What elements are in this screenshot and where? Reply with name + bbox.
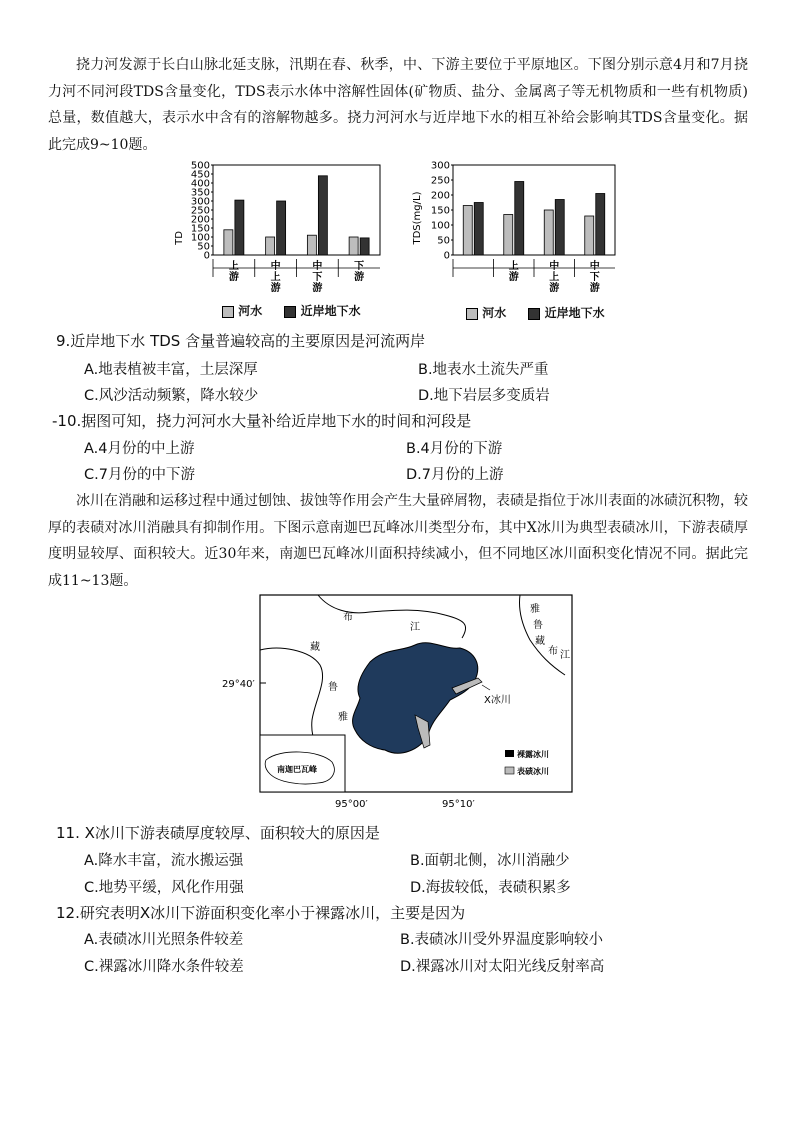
q10-option-b[interactable]: B.4月份的下游 xyxy=(406,441,503,457)
c2-category-label: 游 xyxy=(589,283,600,294)
c2-category-label: 下 xyxy=(589,272,600,283)
q11-option-a[interactable]: A.降水丰富，流水搬运强 xyxy=(84,853,244,869)
question-10-stem: -10.据图可知，挠力河河水大量补给近岸地下水的时间和河段是 xyxy=(52,412,472,430)
q9-option-d[interactable]: D.地下岩层多变质岩 xyxy=(418,388,550,404)
river-label-4: 鲁 xyxy=(328,682,338,693)
river-label-1: 布 xyxy=(343,612,353,623)
glacier-map xyxy=(220,590,580,810)
question-9-stem: 9.近岸地下水 TDS 含量普遍较高的主要原因是河流两岸 xyxy=(56,332,426,350)
c1-category-label: 下 xyxy=(312,272,323,283)
q12-option-d[interactable]: D.裸露冰川对太阳光线反射率高 xyxy=(400,959,605,975)
legend2-swatch-groundwater xyxy=(528,308,540,320)
c2-category-label: 上 xyxy=(508,261,519,272)
c2-category-label: 游 xyxy=(508,272,519,283)
legend-swatch-river xyxy=(222,306,234,318)
c1-bar-river xyxy=(349,237,358,255)
c1-category-label: 中 xyxy=(270,261,281,272)
c1-bar-groundwater xyxy=(235,200,244,255)
c1-ytick-label: 500 xyxy=(190,160,210,172)
river-r-label-1: 雅 xyxy=(530,604,540,615)
x-glacier-label: X冰川 xyxy=(484,695,511,706)
inset-map-frame xyxy=(260,735,345,792)
c1-ytick-label: 150 xyxy=(190,223,210,235)
legend2-groundwater-label: 近岸地下水 xyxy=(544,306,605,320)
q9-option-a[interactable]: A.地表植被丰富，土层深厚 xyxy=(84,362,258,378)
c2-bar-river xyxy=(504,215,513,256)
river-r-label-4: 布 xyxy=(548,646,558,657)
river-r-label-5: 江 xyxy=(560,650,570,661)
inset-label: 南迦巴瓦峰 xyxy=(277,765,317,774)
q11-option-c[interactable]: C.地势平缓，风化作用强 xyxy=(84,880,244,896)
tds-chart-july xyxy=(408,158,623,318)
c2-ytick-label: 250 xyxy=(430,175,450,187)
q10-option-d[interactable]: D.7月份的上游 xyxy=(406,467,504,483)
q10-option-a[interactable]: A.4月份的中上游 xyxy=(84,441,195,457)
longitude-label-1: 95°00′ xyxy=(335,799,368,810)
c1-ytick-label: 450 xyxy=(190,169,210,181)
c1-category-label: 中 xyxy=(312,261,323,272)
c1-category-label: 游 xyxy=(354,272,365,283)
river-label-5: 雅 xyxy=(338,712,348,723)
legend-debris-swatch xyxy=(505,767,514,774)
c2-ytick-label: 0 xyxy=(443,250,450,262)
c1-bar-river xyxy=(224,230,233,255)
legend-swatch-groundwater xyxy=(284,306,296,318)
q12-option-b[interactable]: B.表碛冰川受外界温度影响较小 xyxy=(400,932,604,948)
question-11-stem: 11. X冰川下游表碛厚度较厚、面积较大的原因是 xyxy=(56,824,380,842)
c1-ytick-label: 0 xyxy=(203,250,210,262)
c2-ytick-label: 50 xyxy=(437,235,450,247)
c2-category-label: 中 xyxy=(549,261,560,272)
c2-category-label: 上 xyxy=(549,272,560,283)
q9-option-c[interactable]: C.风沙活动频繁，降水较少 xyxy=(84,388,259,404)
q12-option-c[interactable]: C.裸露冰川降水条件较差 xyxy=(84,959,244,975)
c1-category-label: 上 xyxy=(270,272,281,283)
c2-ytick-label: 200 xyxy=(430,190,450,202)
c2-ytick-label: 150 xyxy=(430,205,450,217)
c1-ytick-label: 350 xyxy=(190,187,210,199)
latitude-label: 29°40′ xyxy=(222,679,255,690)
longitude-label-2: 95°10′ xyxy=(442,799,475,810)
q11-option-d[interactable]: D.海拔较低，表碛积累多 xyxy=(410,880,571,896)
c2-bar-groundwater xyxy=(596,194,605,256)
c1-category-label: 游 xyxy=(312,283,323,294)
c1-bar-groundwater xyxy=(360,238,369,255)
c2-ytick-label: 300 xyxy=(430,160,450,172)
c2-bar-river xyxy=(585,216,594,255)
chart1-ylabel: TD xyxy=(174,231,185,245)
q9-option-b[interactable]: B.地表水土流失严重 xyxy=(418,362,549,378)
chart2-ylabel: TDS(mg/L) xyxy=(412,191,423,245)
c2-bar-river xyxy=(544,210,553,255)
c2-bar-groundwater xyxy=(474,203,483,256)
chart2-legend xyxy=(466,304,605,321)
c1-category-label: 游 xyxy=(270,283,281,294)
chart1-legend xyxy=(222,302,361,319)
c1-bar-groundwater xyxy=(277,201,286,255)
c1-ytick-label: 100 xyxy=(190,232,210,244)
c1-category-label: 下 xyxy=(354,261,365,272)
legend-river-label: 河水 xyxy=(238,304,263,318)
intro-paragraph-1: 挠力河发源于长白山脉北延支脉，汛期在春、秋季，中、下游主要位于平原地区。下图分别示意4月和7月挠力河不同河段TDS含量变化，TDS表示水体中溶解性固体(矿物质、盐分、金属离子等无机物质和一些有机物质)总量，数值越大，表示水中含有的溶解物越多。挠力河河水与近岸地下水的相互补给会影响其TDS含量变化。据此完成9~10题。 xyxy=(48,57,748,153)
tds-chart-april xyxy=(168,160,393,320)
legend-bare-label: 裸露冰川 xyxy=(517,750,549,759)
river-r-label-3: 藏 xyxy=(535,636,545,647)
c1-bar-groundwater xyxy=(318,176,327,255)
q10-option-c[interactable]: C.7月份的中下游 xyxy=(84,467,195,483)
legend-bare-swatch xyxy=(505,750,514,757)
c1-ytick-label: 400 xyxy=(190,178,210,190)
c1-ytick-label: 50 xyxy=(197,241,210,253)
river-label-3: 藏 xyxy=(310,642,320,653)
legend-debris-label: 表碛冰川 xyxy=(517,767,549,776)
intro-paragraph-2: 冰川在消融和运移过程中通过刨蚀、拔蚀等作用会产生大量碎屑物，表碛是指位于冰川表面的冰碛沉积物，较厚的表碛对冰川消融具有抑制作用。下图示意南迦巴瓦峰冰川类型分布，其中X冰川为典型表碛冰川，下游表碛厚度明显较厚、面积较大。近30年来，南迦巴瓦峰冰川面积持续减小，但不同地区冰川面积变化情况不同。据此完成11~13题。 xyxy=(48,493,748,589)
c2-ytick-label: 100 xyxy=(430,220,450,232)
legend2-river-label: 河水 xyxy=(482,306,507,320)
c2-bar-river xyxy=(463,206,472,256)
c1-category-label: 上 xyxy=(228,261,239,272)
legend-groundwater-label: 近岸地下水 xyxy=(300,304,361,318)
river-r-label-2: 鲁 xyxy=(533,620,543,631)
c2-bar-groundwater xyxy=(555,200,564,256)
q11-option-b[interactable]: B.面朝北侧，冰川消融少 xyxy=(410,853,570,869)
c2-category-label: 中 xyxy=(589,261,600,272)
c1-ytick-label: 300 xyxy=(190,196,210,208)
question-12-stem: 12.研究表明X冰川下游面积变化率小于裸露冰川，主要是因为 xyxy=(56,904,466,922)
legend2-swatch-river xyxy=(466,308,478,320)
c1-ytick-label: 200 xyxy=(190,214,210,226)
river-label-2: 江 xyxy=(410,622,420,633)
c1-ytick-label: 250 xyxy=(190,205,210,217)
c2-category-label: 游 xyxy=(549,283,560,294)
c1-bar-river xyxy=(307,235,316,255)
c2-bar-groundwater xyxy=(515,182,524,256)
q12-option-a[interactable]: A.表碛冰川光照条件较差 xyxy=(84,932,244,948)
c1-category-label: 游 xyxy=(228,272,239,283)
c1-bar-river xyxy=(266,237,275,255)
